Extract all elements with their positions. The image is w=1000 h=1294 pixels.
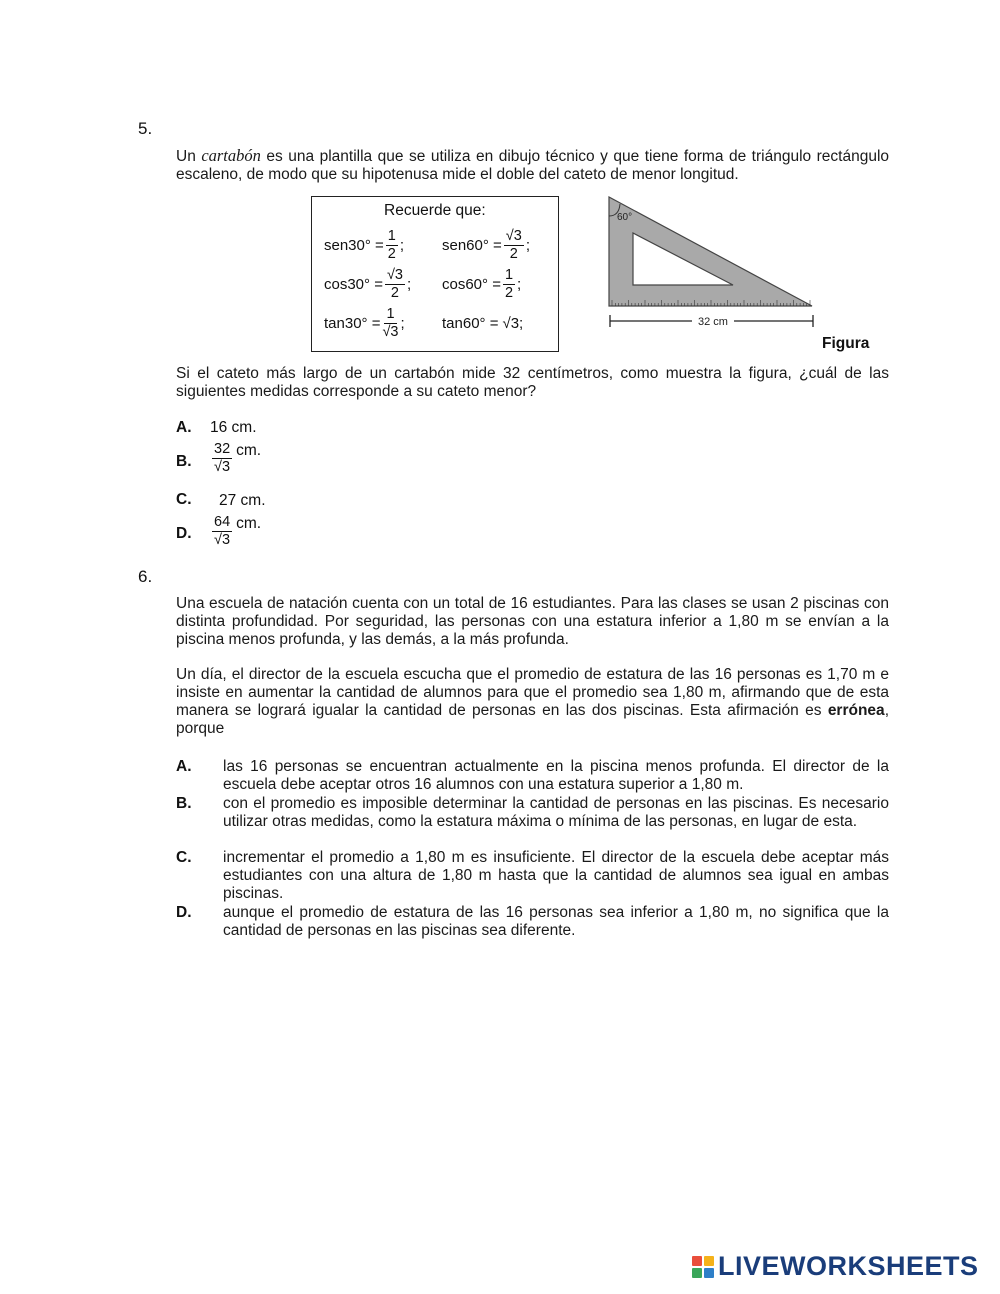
sen30-label: sen30° = (324, 236, 384, 254)
logo-block (704, 1256, 714, 1266)
set-square-figure (600, 192, 820, 334)
trig-reminder-box (311, 196, 559, 352)
para2-text-start: Un día, el director de la escuela escucha que el promedio de estatura de las 16 personas es 1,70 m e insiste en aumentar la cantidad de alumnos para que el promedio sea 1,80 m, afirmando que de esta manera se logrará igualar la cantidad de personas en las dos piscinas. Esta afirmación es (176, 666, 889, 719)
liveworksheets-logo[interactable] (692, 1251, 979, 1282)
sen30-den: 2 (387, 245, 396, 262)
logo-block (692, 1268, 702, 1278)
logo-text: LIVEWORKSHEETS (718, 1251, 979, 1281)
q6-option-d-letter: D. (176, 904, 192, 921)
q6-option-b-letter: B. (176, 795, 192, 812)
q6-option-d-text[interactable]: aunque el promedio de estatura de las 16 personas sea inferior a 1,80 m, no significa que la cantidad de personas en las piscinas sea diferente. (223, 904, 889, 939)
option-d-letter: D. (176, 525, 192, 542)
tan30-label: tan30° = (324, 314, 381, 332)
option-b-unit: cm. (236, 442, 262, 459)
option-c-letter: C. (176, 491, 192, 508)
cos30-num: √3 (386, 267, 403, 283)
option-d-text[interactable] (210, 515, 261, 547)
para2-text-end: , porque (176, 702, 889, 737)
sep: ; (399, 236, 405, 254)
option-d-unit: cm. (236, 515, 262, 532)
cos30-fraction (385, 268, 405, 300)
tan30-fraction (382, 307, 398, 339)
logo-block (704, 1268, 714, 1278)
q6-option-c-letter: C. (176, 849, 192, 866)
cos60-den: 2 (504, 284, 514, 301)
option-d-den: √3 (214, 531, 231, 548)
option-a-text[interactable]: 16 cm. (210, 419, 257, 436)
q6-option-a-text[interactable]: las 16 personas se encuentran actualmente en la piscina menos profunda. El director de la escuela debe aceptar otros 16 alumnos con una estatura superior a 1,80 m. (223, 758, 889, 793)
sep: ; (400, 314, 405, 332)
intro-term: cartabón (201, 146, 261, 165)
question-6-para2 (176, 666, 889, 738)
dimension-label: 32 cm (698, 316, 728, 328)
question-5-number: 5. (138, 119, 153, 138)
sen60-fraction (504, 229, 524, 261)
option-b-num: 32 (214, 441, 231, 457)
sep: ; (525, 236, 530, 254)
cos60-fraction (503, 268, 515, 300)
question-5-intro (176, 147, 889, 184)
q6-option-b-text[interactable]: con el promedio es imposible determinar la cantidad de personas en las piscinas. Es necesario utilizar otras medidas, como la estatura máxima o mínima de las personas, en lugar de esta. (223, 795, 889, 830)
q6-option-a-letter: A. (176, 758, 192, 775)
option-b-text[interactable] (210, 442, 261, 474)
cos30-label: cos30° = (324, 275, 383, 293)
option-b-den: √3 (214, 458, 231, 475)
cos60-num: 1 (504, 267, 514, 283)
reminder-title: Recuerde que: (384, 202, 486, 219)
sep: ; (517, 275, 522, 293)
intro-text-start: Un (176, 148, 202, 165)
logo-block (692, 1256, 702, 1266)
intro-text-end: es una plantilla que se utiliza en dibujo técnico y que tiene forma de triángulo rectángulo escaleno, de modo que su hipotenusa mide el doble del cateto de menor longitud. (176, 148, 890, 183)
sep: ; (406, 275, 412, 293)
sen30-num: 1 (387, 228, 396, 244)
tan30-num: 1 (386, 306, 395, 322)
logo-blocks-icon (692, 1256, 714, 1278)
option-d-num: 64 (214, 514, 231, 530)
sen60-label: sen60° = (442, 236, 502, 254)
question-6-number: 6. (138, 567, 153, 586)
option-c-text[interactable]: 27 cm. (219, 492, 266, 509)
option-d-fraction (212, 515, 232, 547)
angle-label: 60° (617, 212, 633, 223)
option-b-fraction (212, 442, 232, 474)
reminder-row-tan (324, 307, 523, 339)
option-b-letter: B. (176, 453, 192, 470)
option-a-letter: A. (176, 419, 192, 436)
sen60-num: √3 (505, 228, 522, 244)
para2-bold: errónea (827, 702, 885, 719)
figure-caption: Figura (822, 335, 870, 352)
q6-option-c-text[interactable]: incrementar el promedio a 1,80 m es insuficiente. El director de la escuela debe aceptar más estudiantes con una altura de 1,80 m hasta que la cantidad de alumnos sea igual en ambas piscinas. (223, 849, 889, 902)
cos60-label: cos60° = (442, 275, 501, 293)
tan60-label: tan60° = (442, 314, 499, 332)
sen30-fraction (386, 229, 398, 261)
tan30-den: √3 (382, 323, 399, 340)
sep: ; (519, 314, 524, 332)
reminder-row-cos (324, 268, 521, 300)
sen60-den: 2 (509, 245, 518, 262)
cos30-den: 2 (390, 284, 399, 301)
tan60-value: √3 (502, 314, 520, 332)
reminder-row-sin (324, 229, 530, 261)
question-5-prompt: Si el cateto más largo de un cartabón mide 32 centímetros, como muestra la figura, ¿cuál de las siguientes medidas corresponde a su cateto menor? (176, 365, 889, 400)
question-6-para1: Una escuela de natación cuenta con un total de 16 estudiantes. Para las clases se usan 2 piscinas con distinta profundidad. Por seguridad, las personas con una estatura inferior a 1,80 m se envían a la piscina menos profunda, y las demás, a la más profunda. (176, 595, 889, 648)
